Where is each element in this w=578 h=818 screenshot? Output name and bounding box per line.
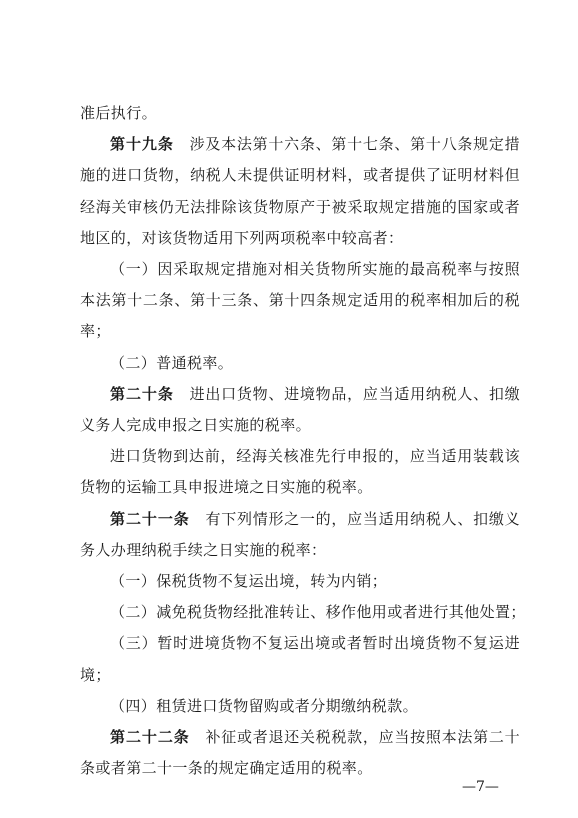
article-label: 第二十条 xyxy=(110,384,174,403)
text-line xyxy=(80,321,520,341)
text-line xyxy=(80,758,520,778)
text-line xyxy=(110,696,520,716)
article-label: 第二十一条 xyxy=(110,509,190,528)
line-text: 经海关审核仍无法排除该货物原产于被采取规定措施的国家或者 xyxy=(80,197,520,216)
line-text: （四）租赁进口货物留购或者分期缴纳税款。 xyxy=(110,696,419,715)
text-line xyxy=(110,446,520,466)
text-line xyxy=(80,197,520,217)
line-text: 涉及本法第十六条、第十七条、第十八条规定措 xyxy=(189,135,521,154)
text-line xyxy=(110,353,520,373)
text-line xyxy=(80,665,520,685)
article-label: 第十九条 xyxy=(110,135,174,154)
text-line xyxy=(80,415,520,435)
line-text: 条或者第二十一条的规定确定适用的税率。 xyxy=(80,759,373,778)
page-number: —7— xyxy=(462,779,499,795)
line-text: 境； xyxy=(80,665,111,684)
line-text: （二）减免税货物经批准转让、移作他用或者进行其他处置； xyxy=(110,603,526,622)
text-line xyxy=(80,103,520,123)
line-text: 率； xyxy=(80,322,111,341)
line-text: （一）因采取规定措施对相关货物所实施的最高税率与按照 xyxy=(110,260,520,278)
line-text: （二）普通税率。 xyxy=(110,353,234,372)
line-text: 地区的，对该货物适用下列两项税率中较高者： xyxy=(80,228,404,247)
line-text: 准后执行。 xyxy=(80,104,158,122)
text-line xyxy=(80,540,520,560)
text-line xyxy=(80,165,520,185)
article-heading-line xyxy=(110,509,520,529)
line-text: 施的进口货物，纳税人未提供证明材料，或者提供了证明材料但 xyxy=(80,166,520,185)
line-text: 货物的运输工具申报进境之日实施的税率。 xyxy=(80,478,373,497)
line-text: 本法第十二条、第十三条、第十四条规定适用的税率相加后的税 xyxy=(80,291,520,310)
text-line xyxy=(110,602,526,622)
line-text: （一）保税货物不复运出境，转为内销； xyxy=(110,572,388,590)
line-text: 进口货物到达前，经海关核准先行申报的，应当适用装载该 xyxy=(110,447,520,466)
text-line xyxy=(80,290,520,310)
line-text: 进出口货物、进境物品，应当适用纳税人、扣缴 xyxy=(189,384,521,403)
text-line xyxy=(110,633,520,653)
article-label: 第二十二条 xyxy=(110,728,190,746)
article-heading-line xyxy=(110,384,520,404)
text-line xyxy=(80,477,520,497)
line-text: 务人办理纳税手续之日实施的税率： xyxy=(80,540,327,559)
line-text: 义务人完成申报之日实施的税率。 xyxy=(80,416,312,434)
line-text: 补征或者退还关税税款，应当按照本法第二十 xyxy=(205,728,520,746)
article-heading-line xyxy=(110,134,520,154)
text-line xyxy=(110,259,520,279)
line-text: （三）暂时进境货物不复运出境或者暂时出境货物不复运进 xyxy=(110,634,520,653)
text-line xyxy=(80,228,520,248)
text-line xyxy=(110,571,520,591)
article-heading-line xyxy=(110,727,520,747)
line-text: 有下列情形之一的，应当适用纳税人、扣缴义 xyxy=(205,509,520,528)
